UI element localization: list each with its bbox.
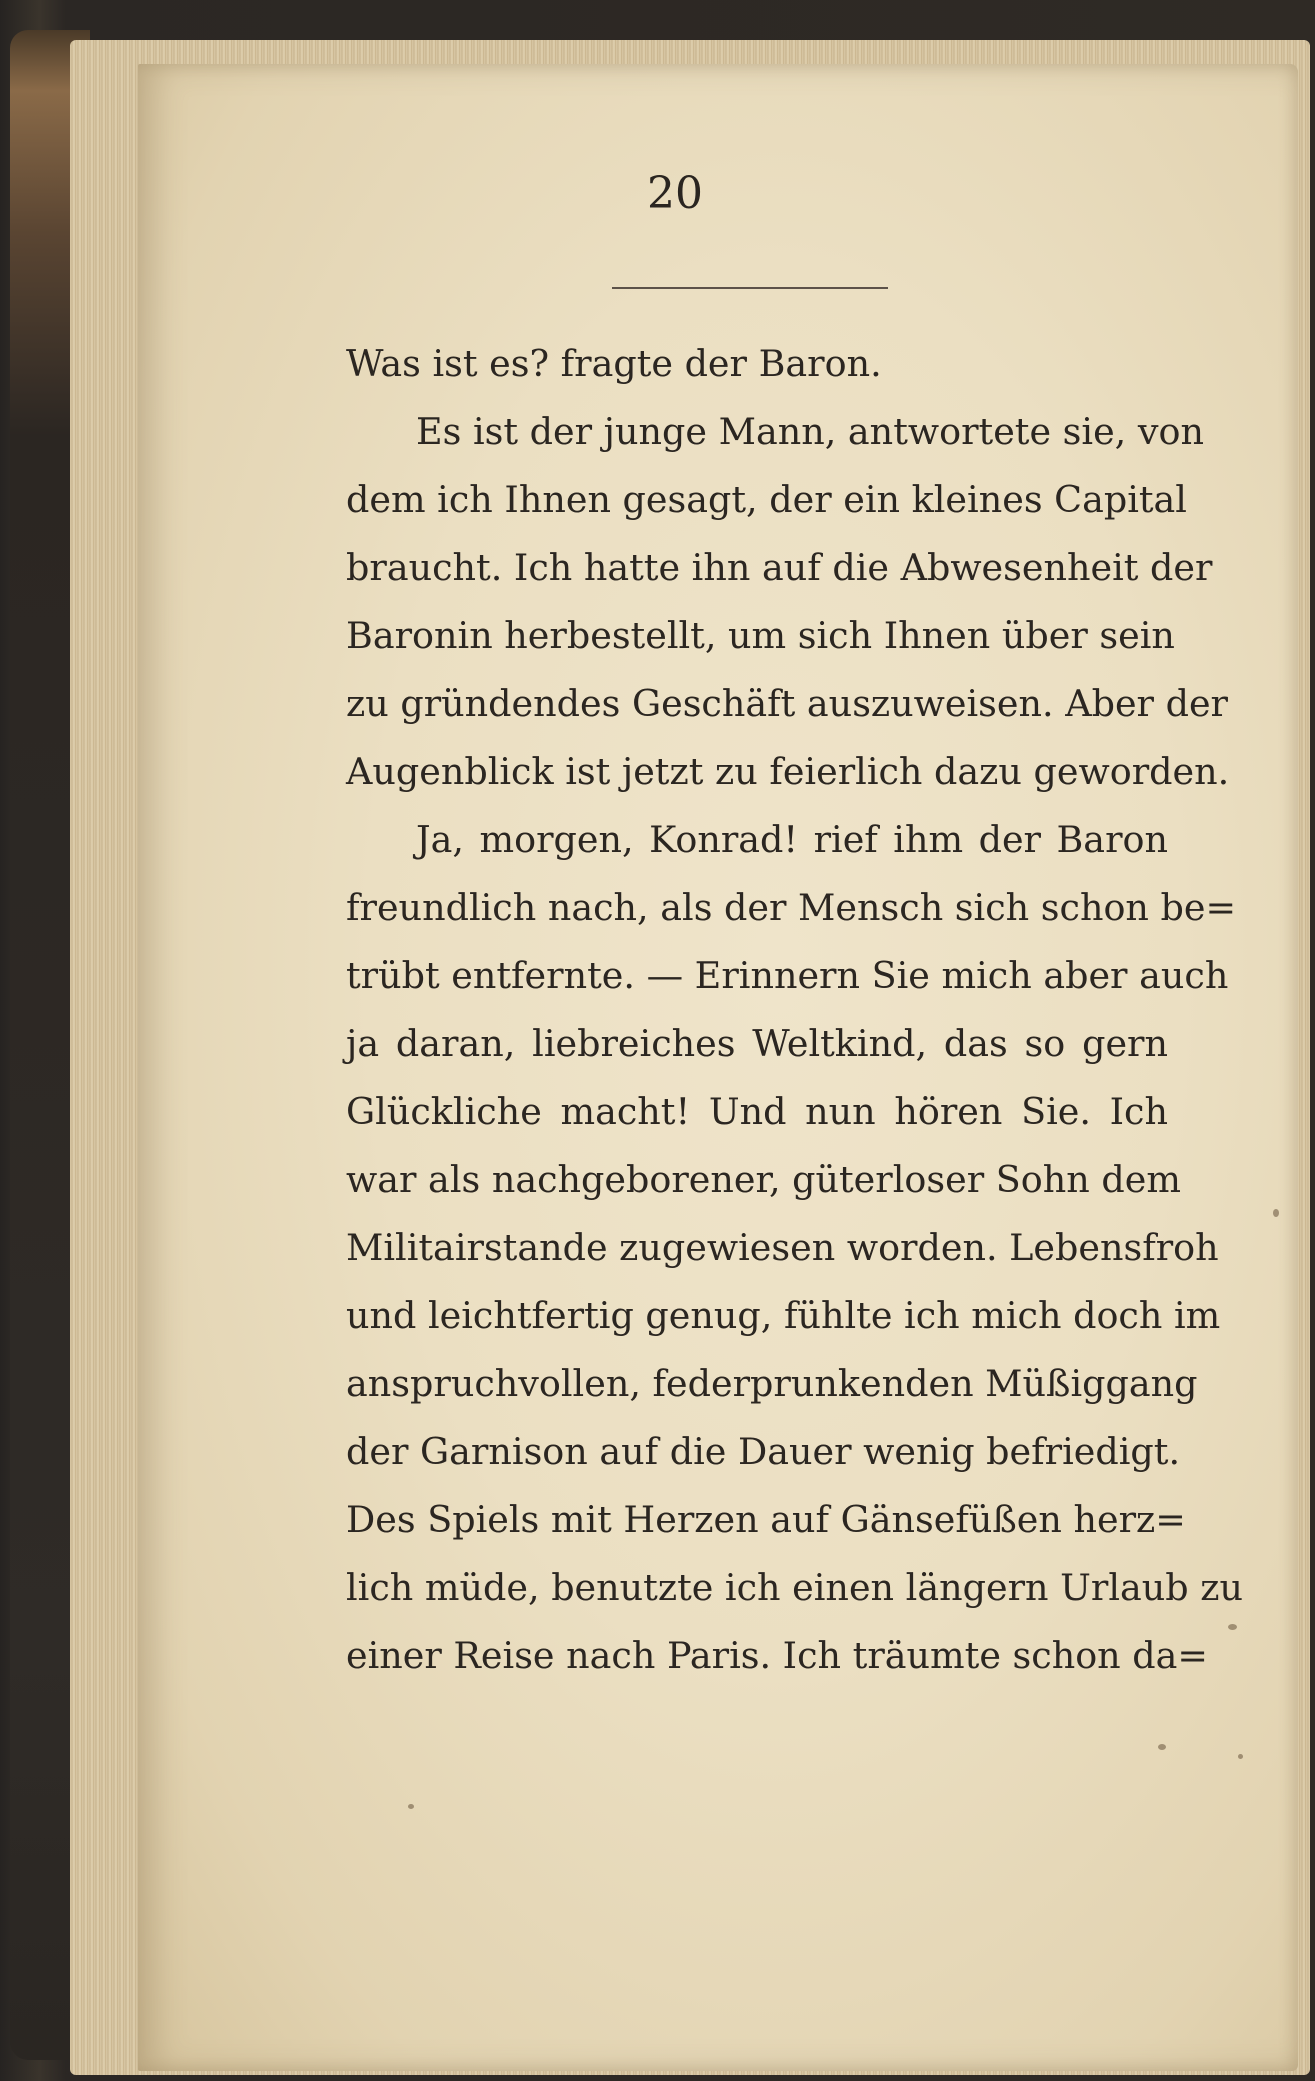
paper-spot — [1158, 1744, 1166, 1750]
text-line: braucht. Ich hatte ihn auf die Abwesenheit der — [346, 546, 1213, 589]
text-line: Des Spiels mit Herzen auf Gänsefüßen herz= — [346, 1498, 1186, 1541]
text-line: der Garnison auf die Dauer wenig befriedigt. — [346, 1430, 1181, 1473]
header-rule — [612, 287, 888, 289]
text-line: freundlich nach, als der Mensch sich schon be= — [346, 886, 1237, 929]
text-line: anspruchvollen, federprunkenden Müßiggang — [346, 1362, 1198, 1405]
paper-spot — [1273, 1209, 1279, 1217]
paper-spot — [408, 1804, 414, 1809]
text-line: Glückliche macht! Und nun hören Sie. Ich — [346, 1090, 1168, 1133]
page-number: 20 — [647, 168, 703, 219]
text-line: einer Reise nach Paris. Ich träumte schon da= — [346, 1634, 1208, 1677]
text-line: Baronin herbestellt, um sich Ihnen über sein — [346, 614, 1175, 657]
text-line: Militairstande zugewiesen worden. Lebensfroh — [346, 1226, 1219, 1269]
text-line: trübt entfernte. — Erinnern Sie mich aber auch — [346, 954, 1229, 997]
text-line: ja daran, liebreiches Weltkind, das so gern — [346, 1022, 1168, 1065]
text-line: dem ich Ihnen gesagt, der ein kleines Capital — [346, 478, 1187, 521]
text-line: lich müde, benutzte ich einen längern Urlaub zu — [346, 1566, 1243, 1609]
text-line: zu gründendes Geschäft auszuweisen. Aber der — [346, 682, 1229, 725]
text-line: Augenblick ist jetzt zu feierlich dazu geworden. — [346, 750, 1230, 793]
paper-spot — [1228, 1624, 1237, 1630]
body-text — [346, 330, 1243, 1690]
text-line: Ja, morgen, Konrad! rief ihm der Baron — [416, 818, 1168, 861]
text-line: Es ist der junge Mann, antwortete sie, von — [416, 410, 1204, 453]
text-line: Was ist es? fragte der Baron. — [346, 342, 882, 385]
paper-spot — [1238, 1754, 1243, 1759]
text-line: war als nachgeborener, güterloser Sohn dem — [346, 1158, 1181, 1201]
text-line: und leichtfertig genug, fühlte ich mich doch im — [346, 1294, 1221, 1337]
